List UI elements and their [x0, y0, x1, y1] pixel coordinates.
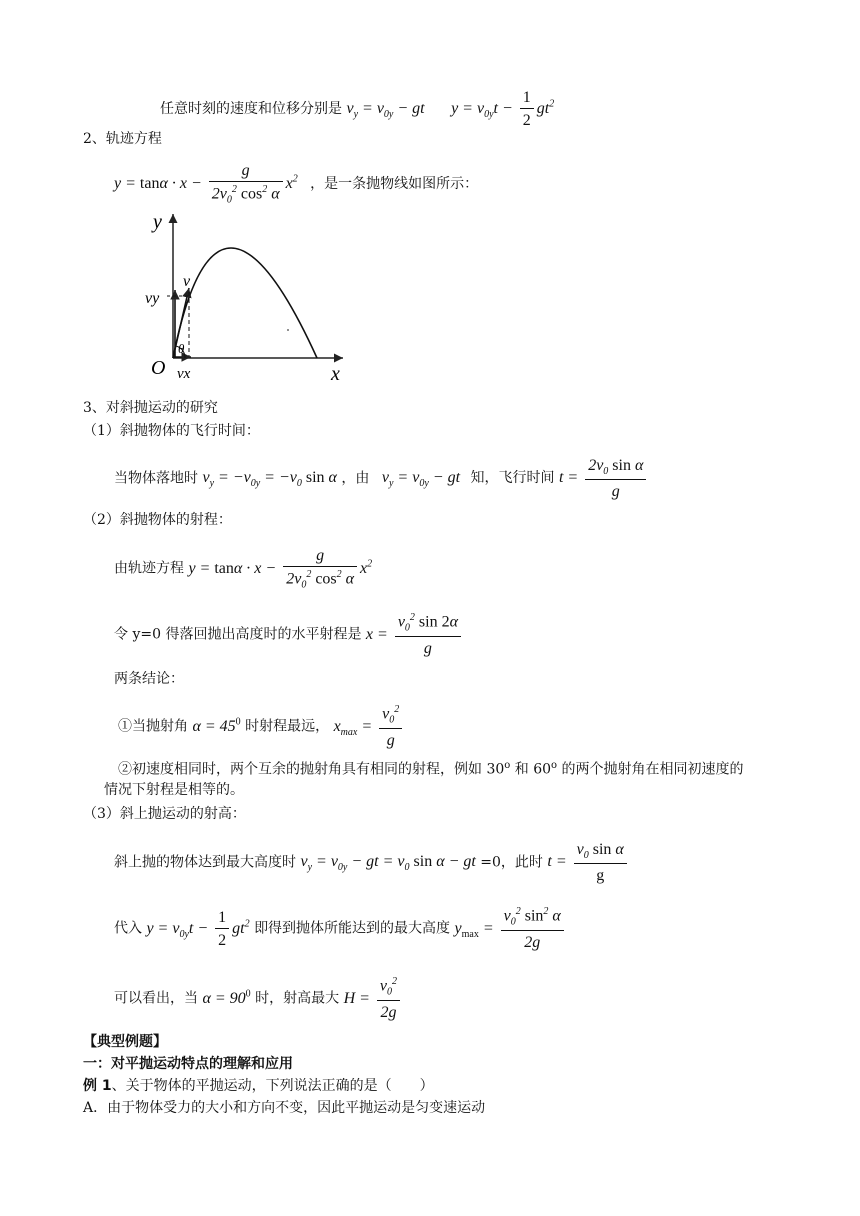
- vy-relation: $v_y = v_{0y}$ − gt: [381, 469, 461, 490]
- equation-y-displacement: $y = v_{0y}t$ − $\frac{1}{2}$ $gt^2$: [451, 89, 555, 130]
- conclusions-label: 两条结论：: [114, 671, 184, 687]
- conclusion-2-text-a: ②初速度相同时，两个互余的抛射角具有相同的射程，例如 30: [118, 761, 505, 778]
- example-1-question: [83, 1078, 434, 1095]
- ymax-formula: $y_{max}$ = $\frac{v_0^2 \sin^2 \alpha}{2g}$: [455, 920, 567, 937]
- line-max-height-condition: [114, 840, 630, 885]
- max-height-text-c: 代入: [114, 920, 142, 937]
- max-height-text-e: 可以看出，当: [114, 990, 198, 1007]
- section-heading-trajectory: 2、轨迹方程: [83, 131, 162, 147]
- parabola-figure: [145, 208, 355, 383]
- subsection-flight-time: （1）斜抛物体的飞行时间：: [83, 423, 260, 439]
- equation-vy: $v_y = v_{0y}$ − gt: [346, 99, 425, 121]
- line-velocity-displacement: [160, 88, 554, 130]
- section-heading-oblique: 3、对斜抛运动的研究: [83, 400, 218, 416]
- height-max-formula: H = $\frac{v_0^2}{2g}$: [344, 990, 403, 1007]
- example-1-option-a: A．由于物体受力的大小和方向不变，因此平抛运动是匀变速运动: [83, 1100, 486, 1116]
- xmax-formula: $x_{max}$ = $\frac{v_0^2}{g}$: [334, 718, 406, 735]
- subsection-range: （2）斜抛物体的射程：: [83, 512, 232, 528]
- flight-time-formula: t = $\frac{2v_0 \sin \alpha}{g}$: [559, 469, 649, 486]
- stray-dot: [287, 329, 289, 331]
- range-formula: x = $\frac{v_0^2 \sin 2\alpha}{g}$: [366, 626, 464, 643]
- label-theta: θ: [178, 341, 185, 356]
- line-max-height-conclusion: [114, 976, 403, 1022]
- range-text-b: 令 y=0 得落回抛出高度时的水平射程是: [114, 626, 362, 643]
- max-height-text-b: =0，此时: [480, 854, 543, 871]
- velocity-displacement-lead: 任意时刻的速度和位移分别是: [160, 100, 342, 117]
- line-conclusion-1: [118, 704, 405, 750]
- parabola-curve: [173, 248, 317, 358]
- max-height-text-a: 斜上抛的物体达到最大高度时: [114, 854, 296, 871]
- label-origin: O: [151, 357, 166, 379]
- max-height-text-f: 时，射高最大: [255, 990, 340, 1007]
- trajectory-trailing-text: ，是一条抛物线如图所示：: [310, 175, 479, 192]
- label-axis-x: x: [331, 363, 340, 383]
- flight-time-text-c: 知，飞行时间: [470, 470, 555, 487]
- conclusion-1-text-a: ①当抛射角: [118, 718, 188, 735]
- line-range-equation: [114, 546, 372, 592]
- examples-heading: 【典型例题】: [83, 1034, 167, 1050]
- max-height-text-d: 即得到抛体所能达到的最大高度: [254, 920, 451, 937]
- line-range-result: [114, 612, 464, 658]
- line-flight-time: [114, 456, 649, 501]
- displacement-equation-substitute: $y = v_{0y}t$ − $\frac{1}{2}$ $gt^2$: [146, 908, 250, 949]
- label-vy: vy: [145, 290, 160, 307]
- flight-time-text-a: 当物体落地时: [114, 470, 198, 487]
- examples-subheading: 一：对平抛运动特点的理解和应用: [83, 1056, 293, 1072]
- max-height-vy-equation: $v_y = v_{0y}$ − gt = $v_0$ sin α − gt: [300, 853, 476, 874]
- example-1-text: 、关于物体的平抛运动，下列说法正确的是（ ）: [111, 1078, 434, 1094]
- conclusion-1-text-b: 时射程最远，: [245, 718, 330, 735]
- line-conclusion-2: ②初速度相同时，两个互余的抛射角具有相同的射程，例如 30$^o$ 和 60$^o$ 的两个抛射角在相同初速度的: [118, 760, 744, 778]
- max-height-time-formula: t = $\frac{v_0 \sin \alpha}{g}$: [547, 853, 629, 870]
- range-trajectory-equation: y = tanα · x − $\frac{g}{2v_0^2 \cos^2 \alpha}$ $x^2$: [188, 547, 373, 591]
- line-trajectory-equation: [114, 161, 478, 207]
- angle-90-equation: $\alpha = 90^0$: [202, 988, 251, 1007]
- flight-time-text-b: ，由: [341, 470, 370, 487]
- label-v: v: [183, 273, 191, 290]
- landing-vy-equation: $v_y = -v_{0y} = -v_0$ sin α: [202, 469, 337, 490]
- example-1-label: 例 1: [83, 1078, 112, 1094]
- subsection-max-height: （3）斜上抛运动的射高：: [83, 806, 246, 822]
- trajectory-equation: y = tanα · x − $\frac{g}{2v_0^2 \cos^2 \alpha}$ $x^2$: [114, 162, 298, 206]
- line-max-height-result: [114, 906, 567, 952]
- line-conclusion-2-cont: 情况下射程是相等的。: [104, 782, 244, 798]
- label-axis-y: y: [153, 211, 162, 233]
- label-vx: vx: [177, 366, 191, 382]
- angle-45-equation: $\alpha = 45^0$: [192, 716, 241, 735]
- conclusion-2-text-c: 的两个抛射角在相同初速度的: [561, 761, 744, 778]
- range-text-a: 由轨迹方程: [114, 560, 184, 577]
- conclusion-2-text-b: 和 60: [514, 761, 552, 778]
